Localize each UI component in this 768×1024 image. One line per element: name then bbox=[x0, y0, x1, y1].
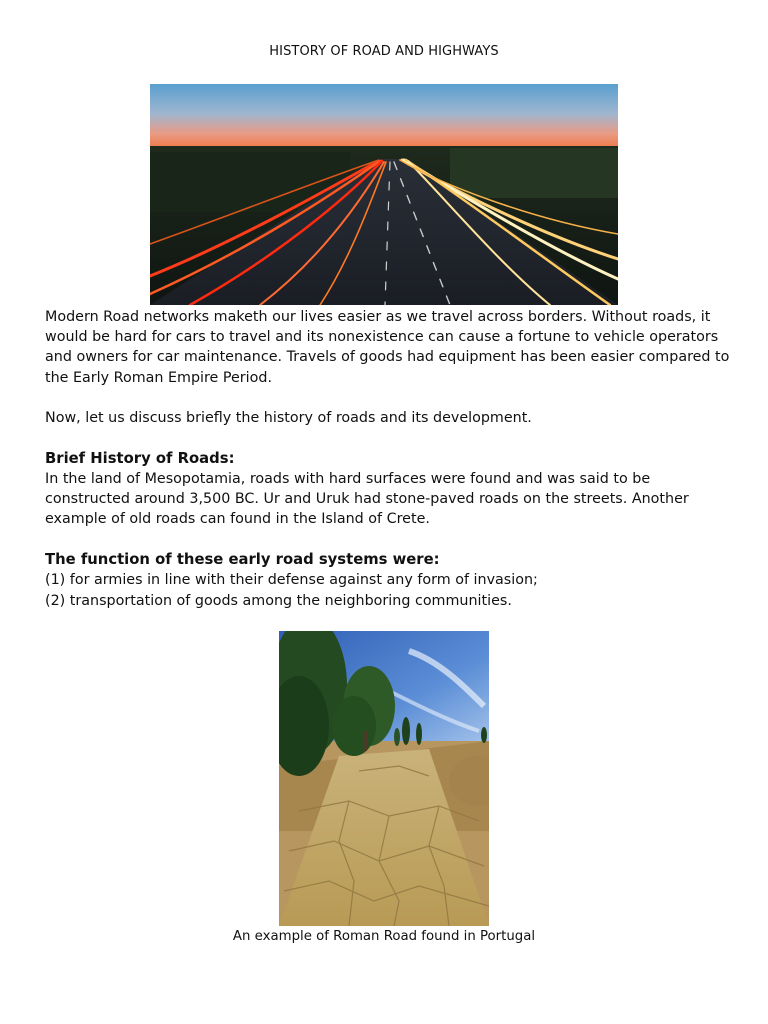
lead-paragraph: Now, let us discuss briefly the history of roads and its development. bbox=[45, 410, 532, 426]
intro-paragraph: Modern Road networks maketh our lives easier as we travel across borders. Without roads, it would be hard for cars to travel and its nonexistence can cause a fortune to vehicle operators and owners for car maintenance. Travels of goods had equipment has been easier compared to the Early Roman Empire Period. bbox=[45, 309, 730, 386]
highway-light-trails-image bbox=[150, 84, 618, 305]
brief-history-paragraph: In the land of Mesopotamia, roads with hard surfaces were found and was said to be constructed around 3,500 BC. Ur and Uruk had stone-paved roads on the streets. Another example of old roads can found in the Island of Crete. bbox=[45, 471, 689, 528]
document-title: HISTORY OF ROAD AND HIGHWAYS bbox=[269, 44, 499, 59]
roman-road-caption: An example of Roman Road found in Portugal bbox=[232, 929, 536, 944]
function-item-2: (2) transportation of goods among the neighboring communities. bbox=[45, 593, 512, 609]
roman-road-image bbox=[279, 631, 489, 926]
brief-history-heading: Brief History of Roads: bbox=[45, 450, 235, 467]
function-item-1: (1) for armies in line with their defense against any form of invasion; bbox=[45, 572, 538, 588]
function-heading: The function of these early road systems were: bbox=[45, 551, 440, 568]
